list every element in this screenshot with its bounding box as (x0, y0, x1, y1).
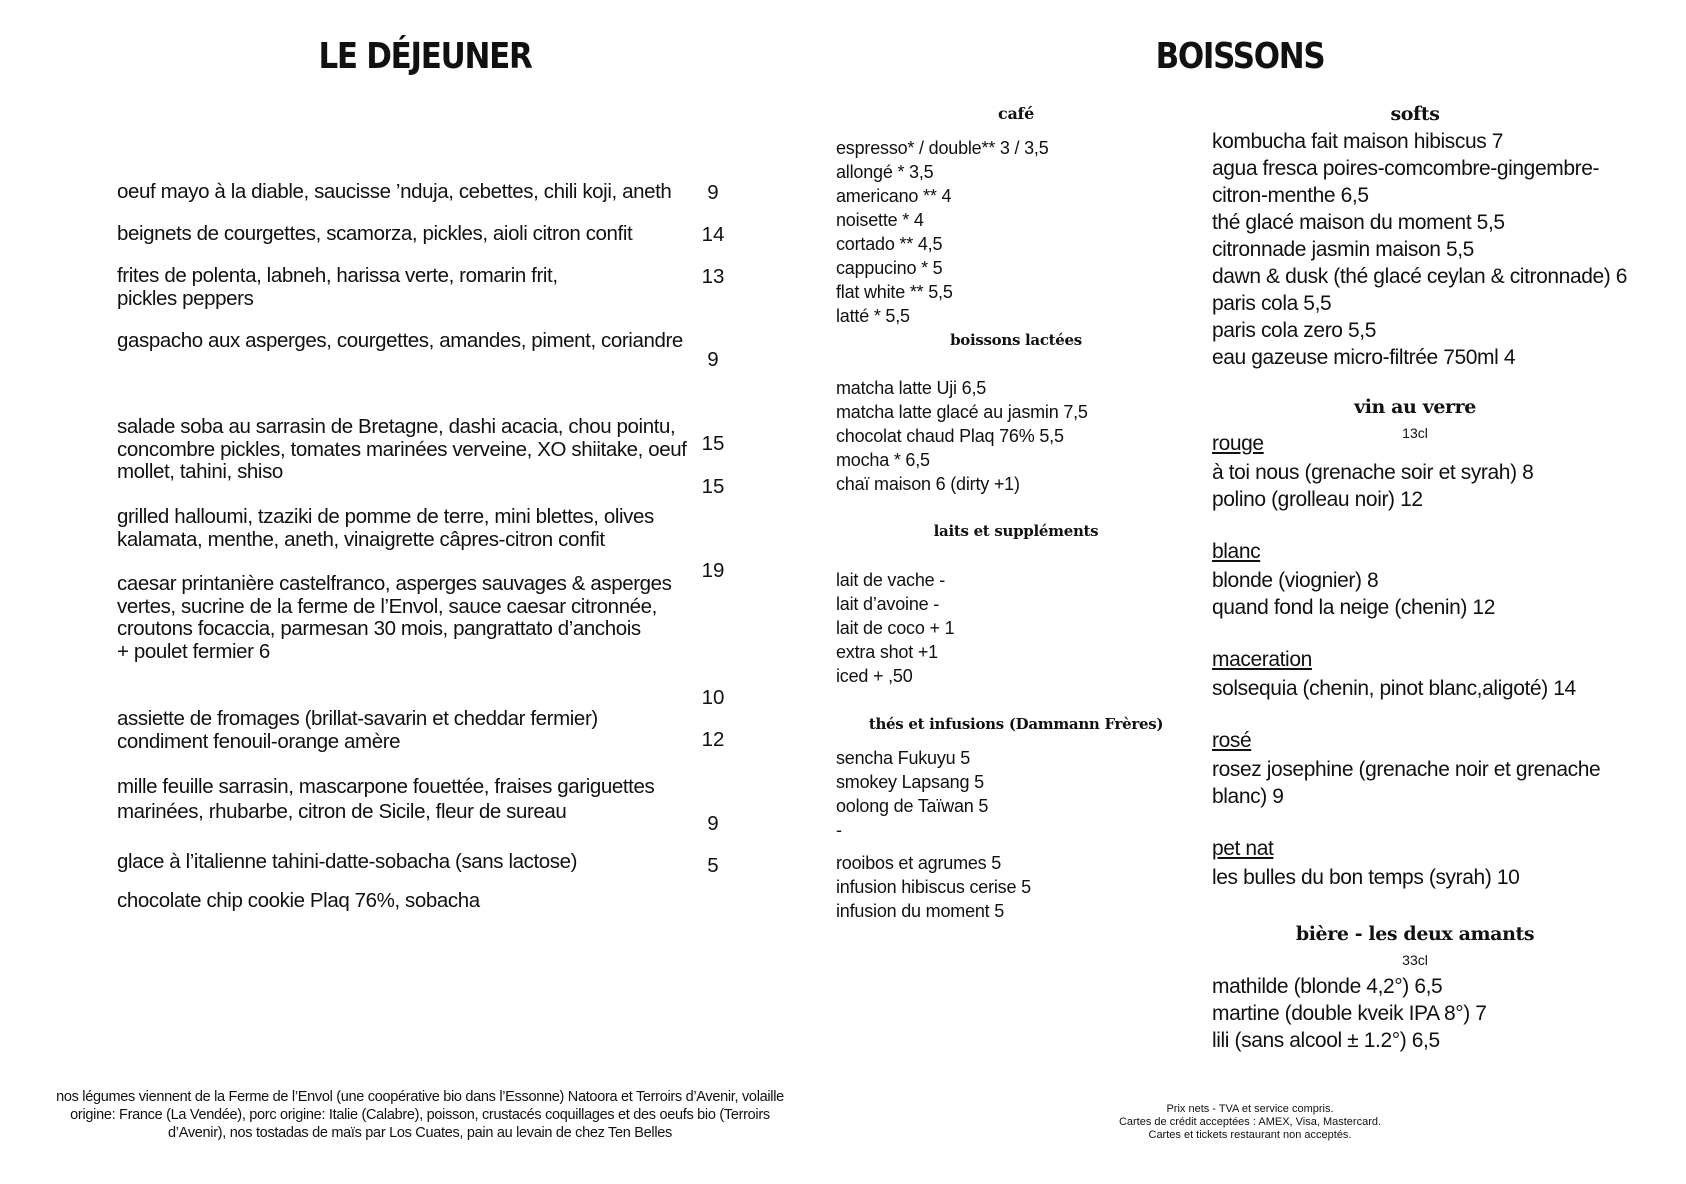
dish-item: caesar printanière castelfranco, asperges sauvages & asperges vertes, sucrine de la ferme de l’Envol, sauce caesar citronnée, croutons focaccia, parmesan 30 mois, pangrattato d’anchois + poulet fermier 6 (117, 572, 672, 663)
drink-item: quand fond la neige (chenin) 12 (1212, 596, 1495, 619)
cafe-list (836, 136, 1166, 328)
drink-item: infusion hibiscus cerise 5 (836, 877, 1031, 897)
softs-list (1212, 128, 1652, 371)
dish-price: 15 (701, 475, 725, 498)
drink-item: oolong de Taïwan 5 (836, 796, 989, 816)
drink-item: matcha latte glacé au jasmin 7,5 (836, 402, 1088, 422)
dish-item: assiette de fromages (brillat-savarin et cheddar fermier) condiment fenouil-orange amère (117, 707, 598, 753)
drink-item: chaï maison 6 (dirty +1) (836, 474, 1020, 494)
drink-item: citronnade jasmin maison 5,5 (1212, 238, 1474, 261)
drink-item: polino (grolleau noir) 12 (1212, 488, 1423, 511)
wine-category-petnat: pet nat (1212, 837, 1274, 860)
footer-line: Cartes et tickets restaurant non acceptés. (1148, 1129, 1352, 1141)
thes-list (836, 746, 1166, 923)
wine-category-rouge: rouge (1212, 432, 1264, 455)
drink-item: martine (double kveik IPA 8°) 7 (1212, 1002, 1487, 1025)
footer-line: Cartes de crédit acceptées : AMEX, Visa, Mastercard. (1118, 1116, 1382, 1128)
drink-item: cortado ** 4,5 (836, 234, 943, 254)
drink-item: iced + ,50 (836, 666, 913, 686)
dish-price: 9 (707, 181, 719, 204)
lactees-list (836, 376, 1166, 496)
drink-item: noisette * 4 (836, 210, 924, 230)
wine-category-rose: rosé (1212, 729, 1252, 752)
dish-item: chocolate chip cookie Plaq 76%, sobacha (117, 889, 480, 912)
drink-item: les bulles du bon temps (syrah) 10 (1212, 866, 1520, 889)
drink-item: rosez josephine (grenache noir et grenache (1212, 758, 1601, 781)
drink-item: citron-menthe 6,5 (1212, 184, 1369, 207)
dish-price: 10 (701, 686, 725, 709)
drink-item: blanc) 9 (1212, 785, 1284, 808)
dish-item: salade soba au sarrasin de Bretagne, dashi acacia, chou pointu, concombre pickles, tomates marinées verveine, XO shiitake, oeuf mollet, tahini, shiso (117, 415, 687, 483)
section-title-cafe: café (998, 104, 1034, 123)
dish-item: oeuf mayo à la diable, saucisse ’nduja, cebettes, chili koji, aneth (117, 180, 672, 203)
wine-category-blanc: blanc (1212, 540, 1261, 563)
drink-item: allongé * 3,5 (836, 162, 934, 182)
section-title-softs: softs (1390, 103, 1440, 125)
drink-item: smokey Lapsang 5 (836, 772, 984, 792)
vin-subtitle: 13cl (1402, 425, 1428, 441)
drinks-footer-note (1080, 1103, 1420, 1142)
drink-item: infusion du moment 5 (836, 901, 1005, 921)
drink-item: latté * 5,5 (836, 306, 910, 326)
petnat-list (1212, 864, 1652, 891)
dish-item: grilled halloumi, tzaziki de pomme de terre, mini blettes, olives kalamata, menthe, aneth, vinaigrette câpres-citron confit (117, 505, 654, 551)
drink-item: flat white ** 5,5 (836, 282, 953, 302)
drink-item: sencha Fukuyu 5 (836, 748, 971, 768)
dish-price: 14 (701, 223, 725, 246)
lunch-footer-note: nos légumes viennent de la Ferme de l’Envol (une coopérative bio dans l’Essonne) Natoora et Terroirs d’Avenir, volaille origine: France (La Vendée), porc origine: Italie (Calabre), poisson, crustacés coquillages et des oeufs bio (Terroirs d’Avenir), nos tostadas de maïs par Los Cuates, pain au levain de chez Ten Belles (56, 1089, 784, 1141)
drink-item: blonde (viognier) 8 (1212, 569, 1379, 592)
drink-item: lait d’avoine - (836, 594, 940, 614)
dish-price: 13 (701, 265, 725, 288)
section-title-thes: thés et infusions (Dammann Frères) (868, 715, 1164, 733)
drink-item: lait de vache - (836, 570, 946, 590)
dish-price: 9 (707, 812, 719, 835)
lunch-title: LE DÉJEUNER (318, 36, 532, 77)
drink-item: mathilde (blonde 4,2°) 6,5 (1212, 975, 1443, 998)
drink-item: paris cola zero 5,5 (1212, 319, 1376, 342)
drink-item: dawn & dusk (thé glacé ceylan & citronnade) 6 (1212, 265, 1628, 288)
biere-list (1212, 973, 1652, 1054)
dish-price: 15 (701, 432, 725, 455)
biere-subtitle: 33cl (1402, 952, 1428, 968)
drink-item: lait de coco + 1 (836, 618, 955, 638)
rouge-list (1212, 459, 1652, 513)
dish-item: beignets de courgettes, scamorza, pickles, aioli citron confit (117, 222, 633, 245)
drink-item: cappucino * 5 (836, 258, 943, 278)
maceration-list (1212, 675, 1652, 702)
laits-list (836, 568, 1166, 688)
dish-item: mille feuille sarrasin, mascarpone fouettée, fraises gariguettes marinées, rhubarbe, citron de Sicile, fleur de sureau (117, 775, 655, 823)
blanc-list (1212, 567, 1652, 621)
drink-item: americano ** 4 (836, 186, 952, 206)
dish-price: 12 (701, 728, 725, 751)
section-title-biere: bière - les deux amants (1295, 923, 1535, 945)
drink-item: thé glacé maison du moment 5,5 (1212, 211, 1505, 234)
wine-category-maceration: maceration (1212, 648, 1312, 671)
drink-item: agua fresca poires-comcombre-gingembre- (1212, 157, 1600, 180)
rose-list (1212, 756, 1652, 810)
drink-item: extra shot +1 (836, 642, 938, 662)
drink-item: rooibos et agrumes 5 (836, 853, 1002, 873)
drink-item: kombucha fait maison hibiscus 7 (1212, 130, 1504, 153)
drink-item: à toi nous (grenache soir et syrah) 8 (1212, 461, 1534, 484)
drink-item: eau gazeuse micro-filtrée 750ml 4 (1212, 346, 1516, 369)
drink-item: - (836, 820, 842, 840)
dish-item: gaspacho aux asperges, courgettes, amandes, piment, coriandre (117, 329, 683, 352)
dish-item: frites de polenta, labneh, harissa verte, romarin frit, pickles peppers (117, 264, 558, 310)
drink-item: paris cola 5,5 (1212, 292, 1332, 315)
drinks-title: BOISSONS (1155, 36, 1325, 77)
dish-price: 19 (701, 559, 725, 582)
dish-price: 5 (707, 854, 719, 877)
section-title-vin: vin au verre (1354, 396, 1476, 418)
drink-item: mocha * 6,5 (836, 450, 930, 470)
dish-item: glace à l’italienne tahini-datte-sobacha (sans lactose) (117, 850, 578, 873)
section-title-laits: laits et suppléments (933, 522, 1099, 540)
drink-item: matcha latte Uji 6,5 (836, 378, 987, 398)
footer-line: Prix nets - TVA et service compris. (1166, 1103, 1334, 1115)
drink-item: lili (sans alcool ± 1.2°) 6,5 (1212, 1029, 1440, 1052)
dish-price: 9 (707, 348, 719, 371)
drink-item: solsequia (chenin, pinot blanc,aligoté) 14 (1212, 677, 1576, 700)
section-title-lactees: boissons lactées (950, 331, 1082, 349)
drink-item: chocolat chaud Plaq 76% 5,5 (836, 426, 1064, 446)
drink-item: espresso* / double** 3 / 3,5 (836, 138, 1049, 158)
